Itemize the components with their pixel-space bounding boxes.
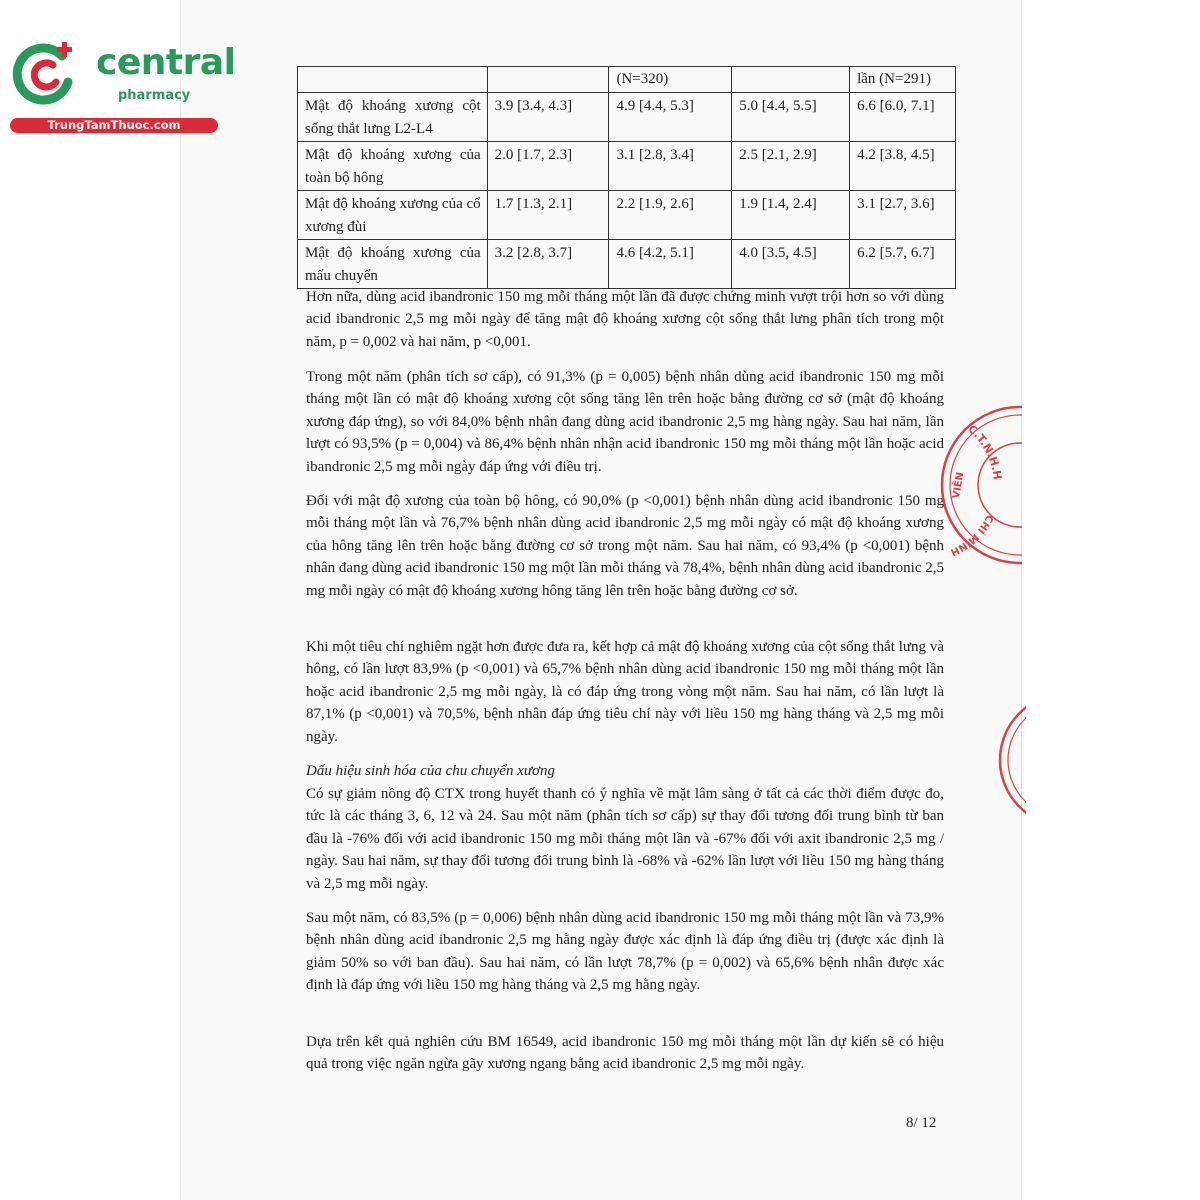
table-cell: 2.0 [1.7, 2.3]	[487, 142, 609, 191]
paragraph: Dựa trên kết quả nghiên cứu BM 16549, acid ibandronic 150 mg mỗi tháng một lần dự kiến sẽ có hiệu quả trong việc ngăn ngừa gãy xương ngang bằng acid ibandronic 2,5 mg mỗi ngày.	[306, 1034, 944, 1073]
table-row	[298, 191, 956, 240]
table-header-cell	[298, 67, 488, 93]
table-row	[298, 142, 956, 191]
logo-site-banner: TrungTamThuoc.com	[10, 118, 218, 133]
row-label: Mật độ khoáng xương của cổ xương đùi	[298, 191, 488, 240]
stamp-text-top: C.T.N.H.H	[965, 422, 1004, 481]
page-number: 8/ 12	[906, 1115, 937, 1131]
svg-text:CHÍ MINH	[949, 513, 995, 558]
table-cell: 4.0 [3.5, 4.5]	[732, 240, 850, 289]
table-cell: 6.2 [5.7, 6.7]	[850, 240, 956, 289]
table-cell: 4.2 [3.8, 4.5]	[850, 142, 956, 191]
stamp-text-bottom: CHÍ MINH	[948, 512, 995, 558]
table-header-cell	[487, 67, 609, 93]
central-pharmacy-logo[interactable]	[10, 38, 236, 138]
table-cell: 3.1 [2.8, 3.4]	[609, 142, 732, 191]
table-cell: 3.9 [3.4, 4.3]	[487, 93, 609, 142]
svg-text:C.T.N.H.H	[965, 422, 1004, 480]
table-cell: 3.2 [2.8, 3.7]	[487, 240, 609, 289]
company-seal-icon	[940, 400, 1022, 570]
paragraph: Trong một năm (phân tích sơ cấp), có 91,3% (p = 0,005) bệnh nhân dùng acid ibandronic 150 mg mỗi tháng một lần có mật độ khoáng xương cột sống tăng lên trên hoặc bằng đường cơ sở (mật độ khoáng xương đáp ứng), so với 84,0% bệnh nhân đang dùng acid ibandronic 2,5 mg hàng ngày. Sau hai năm, lần lượt có 93,5% (p = 0,004) và 86,4% bệnh nhân nhận acid ibandronic 150 mg mỗi tháng một lần hoặc acid ibandronic 2,5 mg mỗi ngày đáp ứng với điều trị.	[306, 369, 944, 475]
table-cell: 4.9 [4.4, 5.3]	[609, 93, 732, 142]
section-heading: Dấu hiệu sinh hóa của chu chuyển xương	[306, 763, 556, 779]
table-row	[298, 93, 956, 142]
paragraph: Hơn nữa, dùng acid ibandronic 150 mg mỗi tháng một lần đã được chứng minh vượt trội hơn so với dùng acid ibandronic 2,5 mg mỗi ngày để tăng mật độ khoáng xương cột sống thắt lưng phân tích trong một năm, p = 0,002 và hai năm, p <0,001.	[306, 289, 944, 350]
table-cell: 2.5 [2.1, 2.9]	[732, 142, 850, 191]
table-cell: 1.7 [1.3, 2.1]	[487, 191, 609, 240]
table-row	[298, 240, 956, 289]
paragraph: Đối với mật độ xương của toàn bộ hông, có 90,0% (p <0,001) bệnh nhân dùng acid ibandronic 150 mg mỗi tháng một lần và 76,7% bệnh nhân dùng acid ibandronic 2,5 mg mỗi ngày có mật độ khoáng xương của hông tăng lên trên hoặc bằng đường cơ sở trong một năm. Sau hai năm, có 93,4% (p <0,001) bệnh nhân đang dùng acid ibandronic 150 mg một lần mỗi tháng và 78,4%, bệnh nhân dùng acid ibandronic 2,5 mg mỗi ngày có mật độ khoáng xương hông tăng lên trên hoặc bằng đường cơ sở.	[306, 493, 944, 599]
table-cell: 3.1 [2.7, 3.6]	[850, 191, 956, 240]
table-header-cell: lần (N=291)	[850, 67, 956, 93]
bmd-table	[297, 66, 956, 289]
logo-mark-icon	[10, 38, 80, 108]
table-header-cell: (N=320)	[609, 67, 732, 93]
paragraph: Sau một năm, có 83,5% (p = 0,006) bệnh nhân dùng acid ibandronic 150 mg mỗi tháng một lần và 73,9% bệnh nhân dùng acid ibandronic 2,5 mg hằng ngày được xác định là đáp ứng điều trị (được xác định là giảm 50% so với ban đầu). Sau hai năm, có lần lượt 78,7% (p = 0,002) và 65,6% bệnh nhân được xác định là đáp ứng với liều 150 mg hàng tháng và 2,5 mg hằng ngày.	[306, 910, 944, 994]
company-seal-lower-icon	[996, 695, 1026, 825]
table-cell: 6.6 [6.0, 7.1]	[850, 93, 956, 142]
stamp-text-mid: VIÊN	[950, 471, 967, 500]
logo-name: central	[96, 42, 236, 83]
table-header-cell	[732, 67, 850, 93]
table-cell: 5.0 [4.4, 5.5]	[732, 93, 850, 142]
paragraph: Có sự giảm nồng độ CTX trong huyết thanh có ý nghĩa về mặt lâm sàng ở tất cả các thời điểm được đo, tức là các tháng 3, 6, 12 và 24. Sau một năm (phân tích sơ cấp) sự thay đổi tương đối trung bình từ ban đầu là -76% đối với acid ibandronic 150 mg mỗi tháng một lần và -67% đối với axit ibandronic 2,5 mg / ngày. Sau hai năm, sự thay đổi tương đối trung bình là -68% và -62% lần lượt với liều 150 mg hàng tháng và 2,5 mg mỗi ngày.	[306, 786, 944, 892]
row-label: Mật độ khoáng xương của mấu chuyển	[298, 240, 488, 289]
logo-subtitle: pharmacy	[118, 88, 191, 103]
row-label: Mật độ khoáng xương cột sống thắt lưng L2-L4	[298, 93, 488, 142]
paragraph: Khi một tiêu chí nghiêm ngặt hơn được đưa ra, kết hợp cả mật độ khoáng xương của cột sống thắt lưng và hông, có lần lượt 83,9% (p <0,001) và 65,7% bệnh nhân dùng acid ibandronic 150 mg mỗi tháng một lần hoặc acid ibandronic 2,5 mg mỗi ngày, là có đáp ứng trong vòng một năm. Sau hai năm, có lần lượt là 87,1% (p <0,001) và 70,5%, bệnh nhân đáp ứng tiêu chí này với liều 150 mg hàng tháng và 2,5 mg mỗi ngày.	[306, 639, 944, 745]
table-header-row	[298, 67, 956, 93]
table-cell: 2.2 [1.9, 2.6]	[609, 191, 732, 240]
row-label: Mật độ khoáng xương của toàn bộ hông	[298, 142, 488, 191]
table-cell: 4.6 [4.2, 5.1]	[609, 240, 732, 289]
table-cell: 1.9 [1.4, 2.4]	[732, 191, 850, 240]
